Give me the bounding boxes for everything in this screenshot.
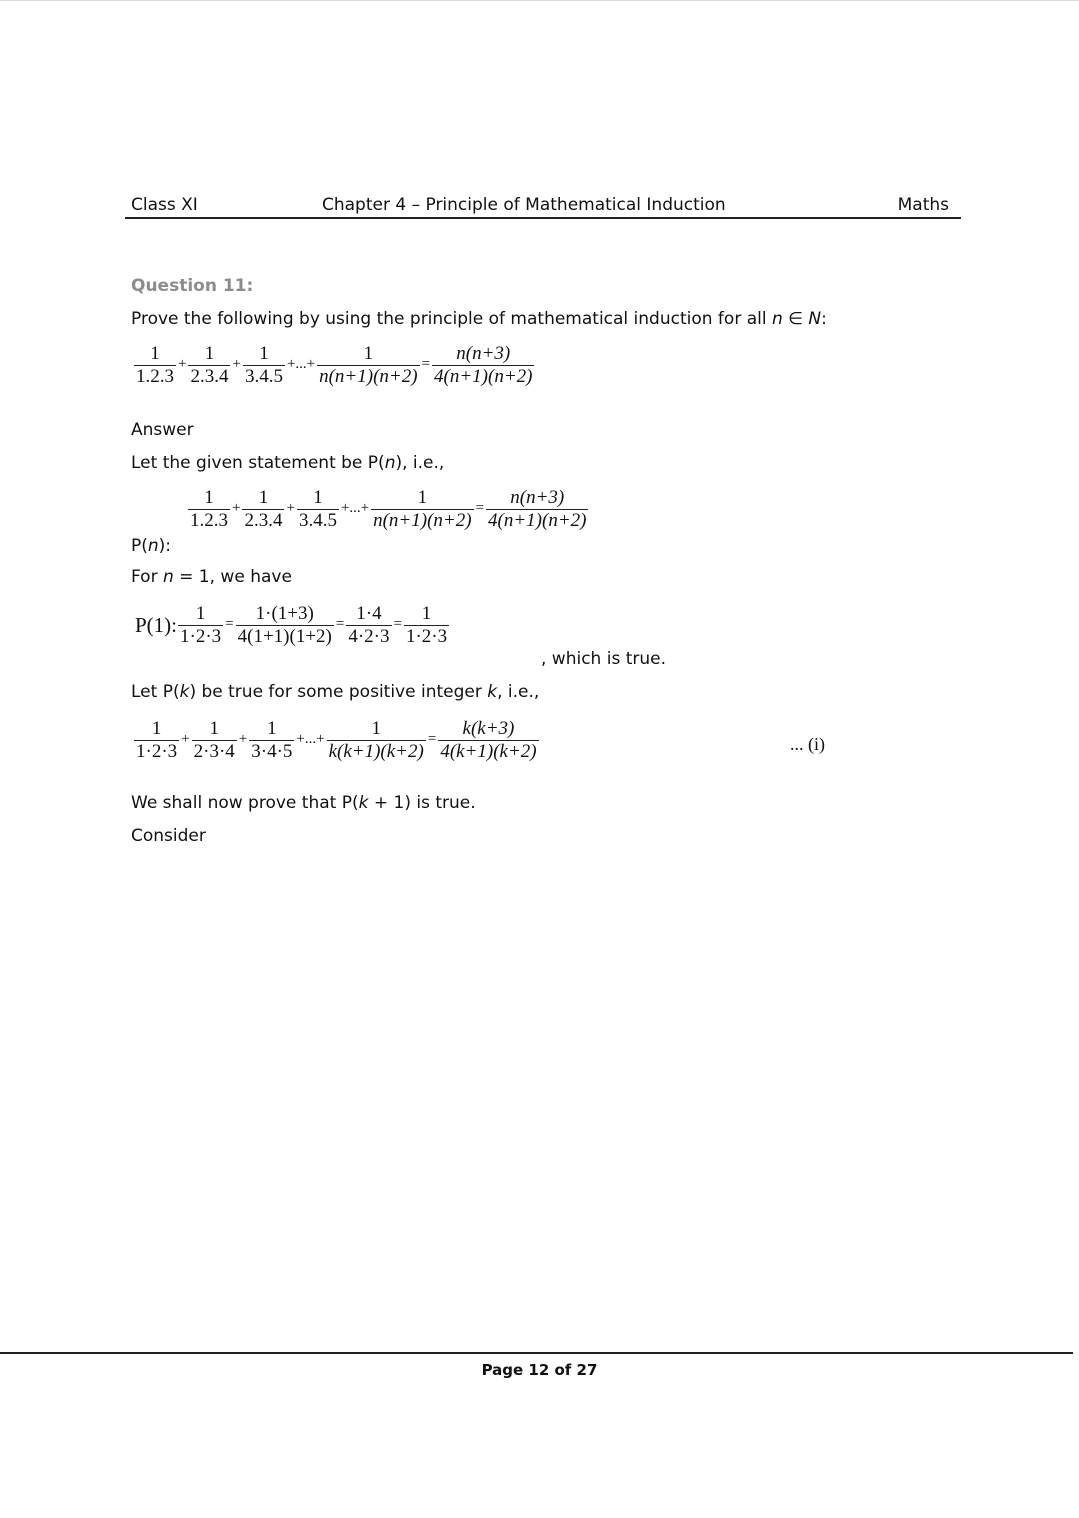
answer-line-assume-pk: Let P(k) be true for some positive integer k, i.e., <box>131 682 540 702</box>
page-number: Page 12 of 27 <box>481 1361 598 1379</box>
answer-line-consider: Consider <box>131 826 206 846</box>
answer-line-base-case: For n = 1, we have <box>131 567 292 587</box>
equation-pk: $\frac{1}{1\cdot 2\cdot 3}$ + $\frac{1}{2\cdot 3\cdot 4}$ + $\frac{1}{3\cdot 4\cdot 5}$ +...+ $\frac{1}{k(k+1)(k+2)}$ = $\frac{k(k+3)}{4(k+1)(k+2)}$ <box>136 718 537 762</box>
header-class: Class XI <box>131 195 198 215</box>
answer-line-statement: Let the given statement be P(n), i.e., <box>131 453 445 473</box>
pn-label: P(n): <box>131 536 172 556</box>
equation-pn: $\frac{1}{1.2.3}$ + $\frac{1}{2.3.4}$ + $\frac{1}{3.4.5}$ +...+ $\frac{1}{n(n+1)(n+2)}$ = $\frac{n(n+3)}{4(n+1)(n+2)}$ <box>190 487 587 531</box>
header-subject: Maths <box>897 195 949 215</box>
footer-divider <box>0 1352 1073 1354</box>
fraction: $\frac{1}{2.3.4}$ <box>190 343 229 387</box>
answer-line-prove-pk1: We shall now prove that P(k + 1) is true. <box>131 793 476 813</box>
fraction: $\frac{1}{1.2.3}$ <box>136 343 174 387</box>
header-chapter: Chapter 4 – Principle of Mathematical Induction <box>322 195 726 215</box>
fraction-rhs: $\frac{n(n+3)}{4(n+1)(n+2)}$ <box>434 343 533 387</box>
page-top-border <box>0 0 1079 1</box>
page-header <box>125 193 961 219</box>
answer-label: Answer <box>131 420 194 440</box>
question-title: Question 11: <box>131 276 254 296</box>
equation-main: $\frac{1}{1.2.3}$ + $\frac{1}{2.3.4}$ + $\frac{1}{3.4.5}$ +...+ $\frac{1}{n(n+1)(n+2)}$ = $\frac{n(n+3)}{4(n+1)(n+2)}$ <box>136 343 533 387</box>
fraction: $\frac{1}{3.4.5}$ <box>244 343 283 387</box>
p1-true-suffix: , which is true. <box>541 649 667 669</box>
equation-reference: ... (i) <box>790 734 825 754</box>
question-prompt: Prove the following by using the principle of mathematical induction for all n ∈ N: <box>131 309 827 329</box>
fraction-general-term: $\frac{1}{n(n+1)(n+2)}$ <box>319 343 418 387</box>
equation-p1: P(1): $\frac{1}{1\cdot 2\cdot 3}$ = $\frac{1\cdot(1+3)}{4(1+1)(1+2)}$ = $\frac{1\cdot 4}{4\cdot 2\cdot 3}$ = $\frac{1}{1\cdot 2\cdot 3}$ <box>135 603 448 647</box>
